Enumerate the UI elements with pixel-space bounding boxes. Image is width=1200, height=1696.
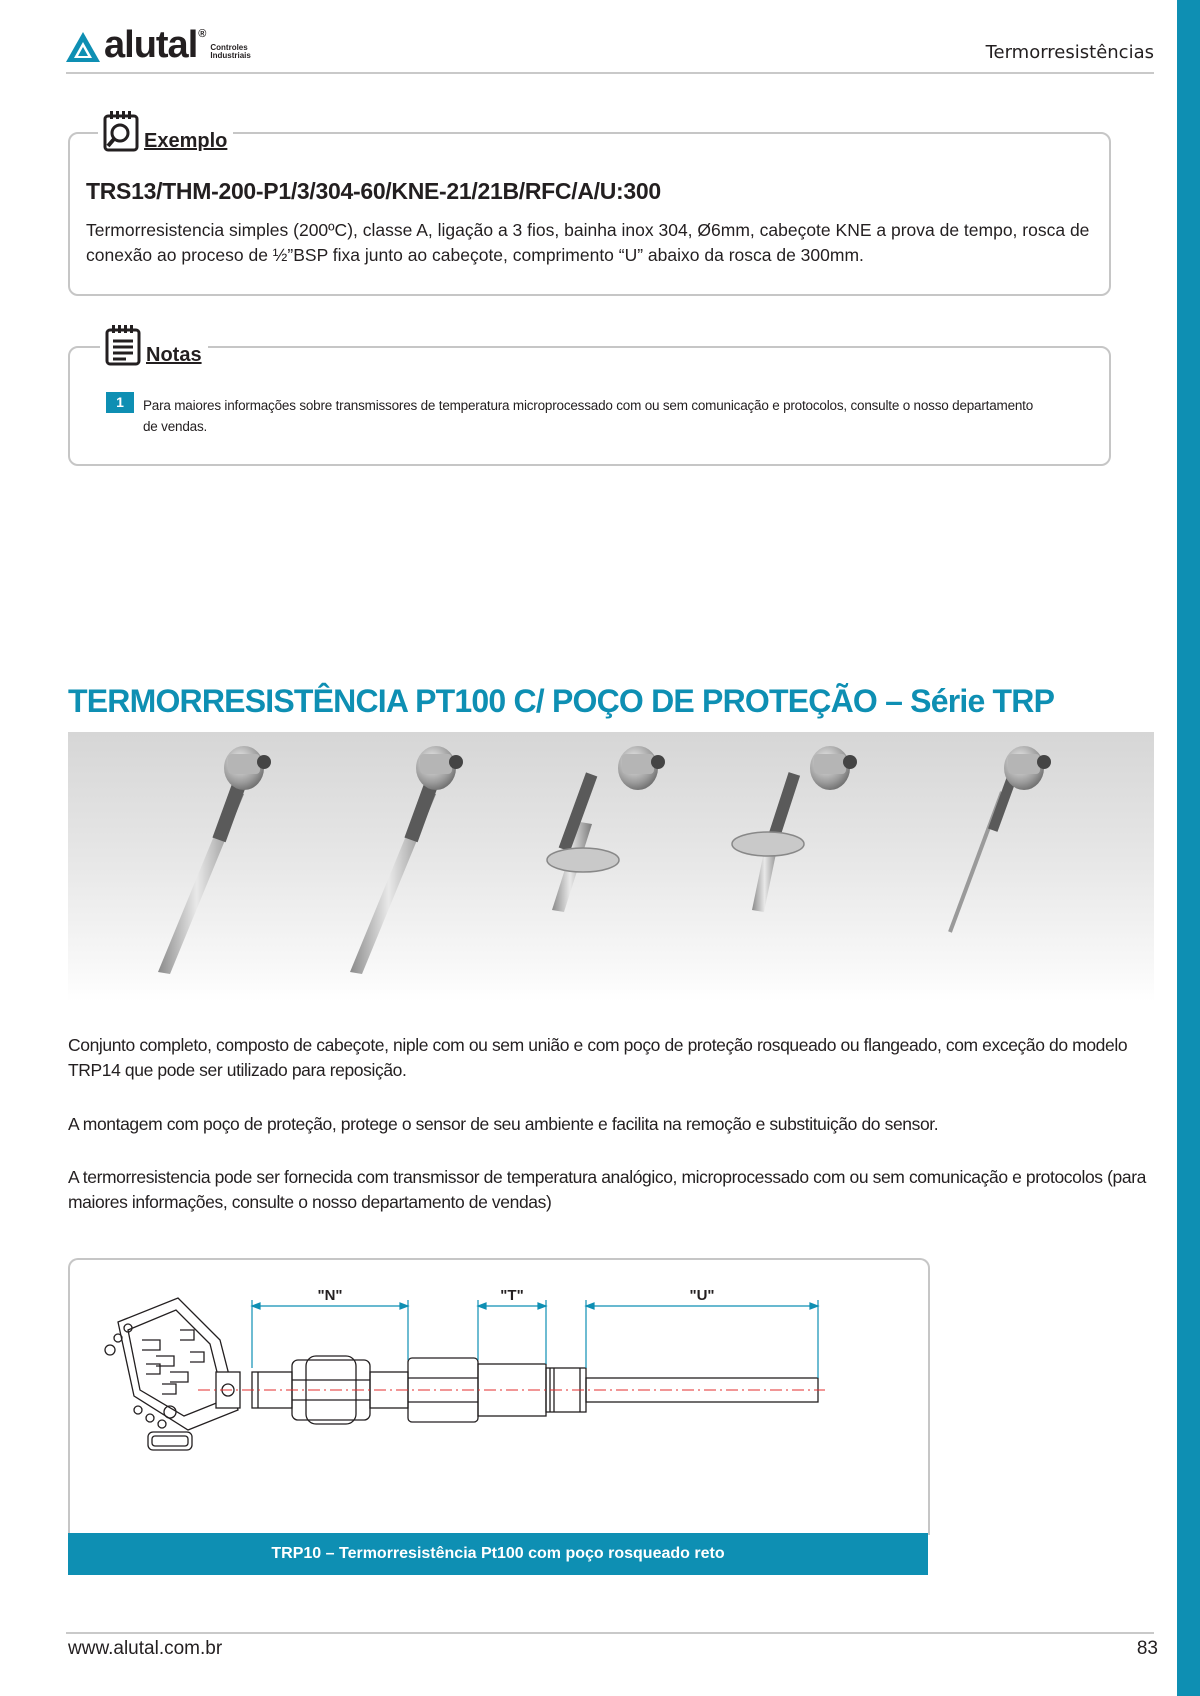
section-title: TERMORRESISTÊNCIA PT100 C/ POÇO DE PROTEÇÃO – Série TRP xyxy=(68,683,1055,719)
dimension-lines xyxy=(252,1300,818,1378)
sensor-photo-1 xyxy=(158,746,271,974)
example-code: TRS13/THM-200-P1/3/304-60/KNE-21/21B/RFC/A/U:300 xyxy=(86,178,661,204)
logo-sub-line1: Controles xyxy=(210,43,248,52)
note-text: Para maiores informações sobre transmissores de temperatura microprocessado com ou sem comunicação e protocolos, consulte o nosso departamento de vendas. xyxy=(143,398,1034,434)
note-number-badge: 1 xyxy=(106,392,134,413)
product-photo-strip xyxy=(68,732,1154,1002)
sensor-photos xyxy=(68,732,1154,1002)
section-paragraph-1: Conjunto completo, composto de cabeçote, niple com ou sem união e com poço de proteção rosqueado ou flangeado, com exceção do modelo TRP14 que pode ser utilizado para reposição. xyxy=(68,1035,1128,1080)
notes-label: Notas xyxy=(146,344,202,366)
footer-url[interactable]: www.alutal.com.br xyxy=(68,1638,223,1659)
logo-subtitle xyxy=(210,44,250,60)
sensor-photo-3 xyxy=(547,746,665,912)
logo-wordmark: alutal xyxy=(104,24,198,66)
dimension-label-u: "U" xyxy=(689,1287,715,1304)
dimension-label-n: "N" xyxy=(317,1287,343,1304)
trp10-technical-drawing xyxy=(70,1260,928,1535)
sensor-photo-2 xyxy=(350,746,463,974)
logo-triangle-icon xyxy=(66,32,100,62)
page-number: 83 xyxy=(1136,1638,1158,1659)
sensor-photo-4 xyxy=(732,746,857,912)
example-description: Termorresistencia simples (200ºC), classe A, ligação a 3 fios, bainha inox 304, Ø6mm, cabeçote KNE a prova de tempo, rosca de conexão ao proceso de ½”BSP fixa junto ao cabeçote, comprimento “U” abaixo da rosca de 300mm. xyxy=(86,220,1090,265)
footer-rule xyxy=(66,1632,1154,1634)
example-box xyxy=(68,132,1111,296)
header-title: Termorresistências xyxy=(985,42,1154,63)
diagram-caption: TRP10 – Termorresistência Pt100 com poço rosqueado reto xyxy=(68,1533,928,1575)
example-label: Exemplo xyxy=(144,130,228,152)
header-rule xyxy=(66,72,1154,74)
sensor-photo-5 xyxy=(950,746,1051,932)
notepad-search-icon xyxy=(102,110,140,152)
terminal-head xyxy=(105,1298,240,1450)
notes-heading xyxy=(100,324,208,366)
example-heading xyxy=(98,110,233,152)
brand-logo xyxy=(66,24,251,66)
section-paragraph-3: A termorresistencia pode ser fornecida com transmissor de temperatura analógico, microprocessado com ou sem comunicação e protocolos (para maiores informações, consulte o nosso departamento de vendas) xyxy=(68,1167,1146,1212)
notepad-icon xyxy=(104,324,142,366)
logo-reg-mark: ® xyxy=(198,28,207,40)
section-paragraph-2: A montagem com poço de proteção, protege o sensor de seu ambiente e facilita na remoção e substituição do sensor. xyxy=(68,1114,939,1134)
dimension-label-t: "T" xyxy=(500,1287,524,1304)
diagram-box xyxy=(68,1258,930,1535)
logo-sub-line2: Industriais xyxy=(210,51,251,60)
side-color-bar xyxy=(1177,0,1200,1696)
